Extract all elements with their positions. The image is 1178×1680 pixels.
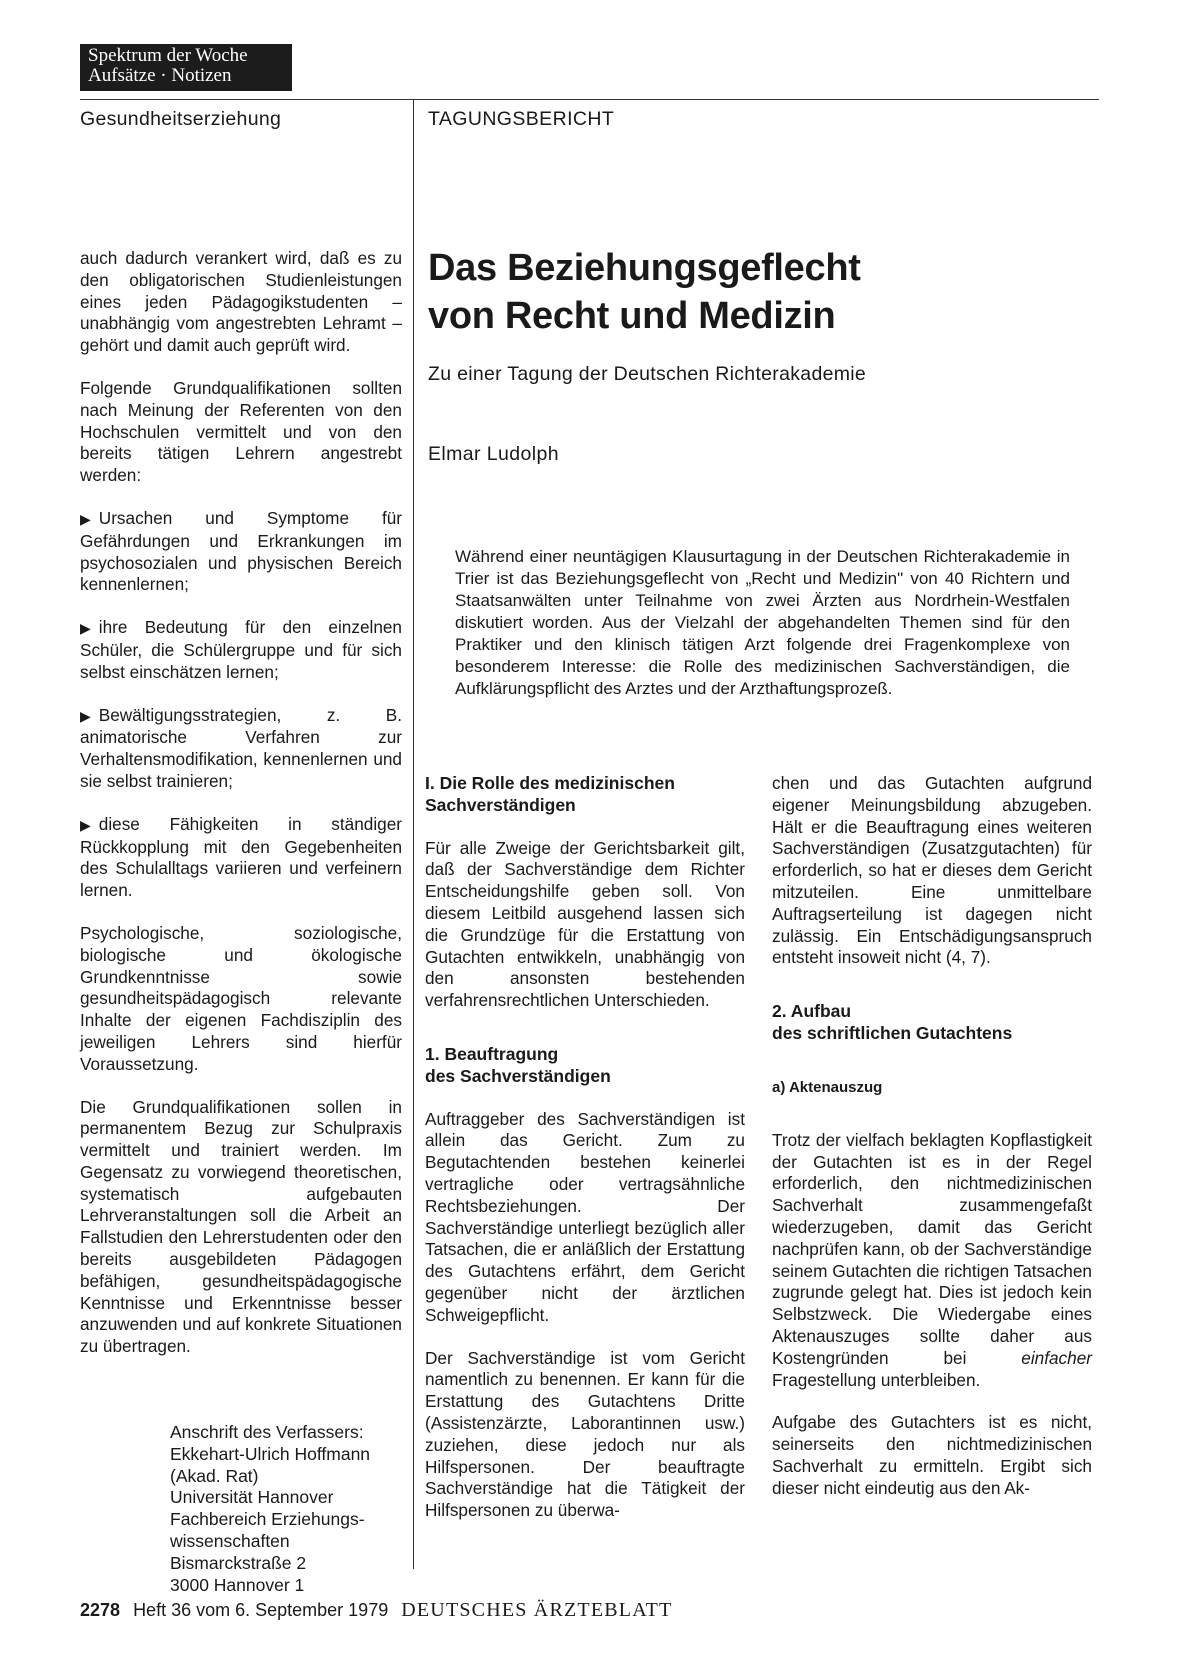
masthead xyxy=(80,44,292,91)
masthead-line1: Spektrum der Woche xyxy=(88,45,248,66)
subsection-heading: 1. Beauftragung des Sachverständigen xyxy=(425,1043,611,1086)
triangle-bullet-icon: ▶ xyxy=(80,510,91,527)
journal-name: DEUTSCHES ÄRZTEBLATT xyxy=(401,1599,673,1621)
bullet-text: Ursachen und Symptome für Gefährdungen und Erkrankungen im psychosozialen und physischen Bereich kennenlernen; xyxy=(80,507,402,595)
paragraph: Folgende Grundqualifikationen sollten nach Meinung der Referenten von den Hochschulen vermittelt und von den bereits tätigen Lehrern angestrebt werden: xyxy=(80,377,402,486)
author-address xyxy=(170,1422,370,1596)
title-line: von Recht und Medizin xyxy=(428,295,836,337)
masthead-line2: Aufsätze · Notizen xyxy=(88,65,232,86)
left-column xyxy=(80,248,402,1379)
page-number: 2278 xyxy=(80,1600,121,1620)
issue-info: Heft 36 vom 6. September 1979 xyxy=(133,1600,389,1620)
bullet-item xyxy=(80,814,402,902)
address-line: wissenschaften xyxy=(170,1530,290,1551)
triangle-bullet-icon: ▶ xyxy=(80,707,91,724)
section-label-left: Gesundheitserziehung xyxy=(80,108,282,130)
address-line: Fachbereich Erziehungs- xyxy=(170,1509,365,1530)
page-footer xyxy=(80,1599,672,1622)
bullet-text: ihre Bedeutung für den einzelnen Schüler, die Schülergruppe und für sich selbst einschätzen lernen; xyxy=(80,617,402,682)
paragraph: auch dadurch verankert wird, daß es zu den obligatorischen Studienleistungen eines jeden Pädagogikstudenten – unabhängig vom angestrebten Lehramt – gehört und damit auch geprüft wird. xyxy=(80,248,402,356)
right-column xyxy=(772,773,1092,1500)
paragraph: Trotz der vielfach beklagten Kopflastigkeit der Gutachten ist es in der Regel erforderlich, den nichtmedizinischen Sachverhalt zusammengefaßt wiederzugeben, damit das Gericht nachprüfen kann, ob der Sachverständige seinem Gutachten die richtigen Tatsachen zugrunde gelegt hat. Dies ist jedoch kein Selbstzweck. Die Wiedergabe eines Aktenauszuges sollte daher aus Kostengründen bei einfacher Fragestellung unterbleiben. xyxy=(772,1129,1092,1390)
section-label-right: TAGUNGSBERICHT xyxy=(428,108,615,130)
subsection-heading: 2. Aufbau des schriftlichen Gutachtens xyxy=(772,1001,1013,1043)
address-line: 3000 Hannover 1 xyxy=(170,1574,305,1595)
paragraph: Der Sachverständige ist vom Gericht namentlich zu benennen. Er kann für die Erstattung des Gutachtens Dritte (Assistenzärzte, Laborantinnen usw.) zuziehen, diese jedoch nur als Hilfspersonen. Der beauftragte Sachverständige hat die Tätigkeit der Hilfspersonen zu überwa- xyxy=(425,1347,745,1521)
bullet-text: diese Fähigkeiten in ständiger Rückkopplung mit den Gegebenheiten des Schulalltags variieren und verfeinern lernen. xyxy=(80,813,402,901)
article-title xyxy=(428,244,1068,340)
paragraph: Aufgabe des Gutachters ist es nicht, seinerseits den nichtmedizinischen Sachverhalt zu ermitteln. Ergibt sich dieser nicht eindeutig aus den Ak- xyxy=(772,1412,1092,1498)
bullet-item xyxy=(80,617,402,683)
bullet-item xyxy=(80,705,402,793)
address-line: Bismarckstraße 2 xyxy=(170,1552,307,1573)
article-subtitle: Zu einer Tagung der Deutschen Richterakademie xyxy=(428,363,867,385)
address-line: Universität Hannover xyxy=(170,1487,334,1508)
bullet-text: Bewältigungsstrategien, z. B. animatorische Verfahren zur Verhaltensmodifikation, kennenlernen und sie selbst trainieren; xyxy=(80,704,402,791)
paragraph: Die Grundqualifikationen sollen in permanentem Bezug zur Schulpraxis vermittelt und trainiert werden. Im Gegensatz zu vorwiegend theoretischen, systematisch aufgebauten Lehrveranstaltungen soll die Arbeit an Fallstudien den Lehrerstudenten oder den bereits ausgebildeten Pädagogen befähigen, gesundheitspädagogische Kenntnisse und Erkenntnisse besser anzuwenden und auf konkrete Situationen zu übertragen. xyxy=(80,1096,402,1357)
paragraph: chen und das Gutachten aufgrund eigener Meinungsbildung abzugeben. Hält er die Beauftragung eines weiteren Sachverständigen (Zusatzgutachten) für erforderlich, so hat er dieses dem Gericht mitzuteilen. Eine unmittelbare Auftragserteilung ist dagegen nicht zulässig. Ein Entschädigungsanspruch entsteht insoweit nicht (4, 7). xyxy=(772,773,1092,968)
article-author: Elmar Ludolph xyxy=(428,443,559,465)
subsubsection-heading: a) Aktenauszug xyxy=(772,1078,883,1096)
address-line: Anschrift des Verfassers: xyxy=(170,1422,364,1442)
title-line: Das Beziehungsgeflecht xyxy=(428,247,861,289)
address-line: (Akad. Rat) xyxy=(170,1465,259,1486)
middle-column xyxy=(425,773,745,1522)
triangle-bullet-icon: ▶ xyxy=(80,816,91,833)
column-divider xyxy=(413,99,414,1569)
triangle-bullet-icon: ▶ xyxy=(80,620,91,637)
address-line: Ekkehart-Ulrich Hoffmann xyxy=(170,1443,371,1464)
header-rule xyxy=(80,99,1099,100)
paragraph: Für alle Zweige der Gerichtsbarkeit gilt, daß der Sachverständige dem Richter Entscheidungshilfe geben soll. Von diesem Leitbild ausgehend lassen sich die Grundzüge für die Erstattung von Gutachten entwikkeln, unabhängig von den ansonsten bestehenden verfahrensrechtlichen Unterschieden. xyxy=(425,837,745,1011)
paragraph: Psychologische, soziologische, biologische und ökologische Grundkenntnisse sowie gesundheitspädagogisch relevante Inhalte der eigenen Fachdisziplin des jeweiligen Lehrers sind hierfür Voraussetzung. xyxy=(80,922,402,1074)
paragraph: Auftraggeber des Sachverständigen ist allein das Gericht. Zum zu Begutachtenden bestehen keinerlei vertragliche oder vertragsähnliche Rechtsbeziehungen. Der Sachverständige unterliegt bezüglich aller Tatsachen, die er anläßlich der Erstattung des Gutachtens erfährt, dem Gericht gegenüber nicht der ärztlichen Schweigepflicht. xyxy=(425,1108,745,1325)
article-abstract: Während einer neuntägigen Klausurtagung in der Deutschen Richterakademie in Trier ist das Beziehungsgeflecht von „Recht und Medizin" von 40 Richtern und Staatsanwälten unter Teilnahme von zwei Ärzten aus Nordrhein-Westfalen diskutiert worden. Aus der Vielzahl der abgehandelten Themen sind für den Praktiker und den klinisch tätigen Arzt folgende drei Fragenkomplexe von besonderem Interesse: die Rolle des medizinischen Sachverständigen, die Aufklärungspflicht des Arztes und der Arzthaftungsprozeß. xyxy=(455,547,1070,698)
section-heading: I. Die Rolle des medizinischen Sachverständigen xyxy=(425,773,675,815)
bullet-item xyxy=(80,508,402,596)
